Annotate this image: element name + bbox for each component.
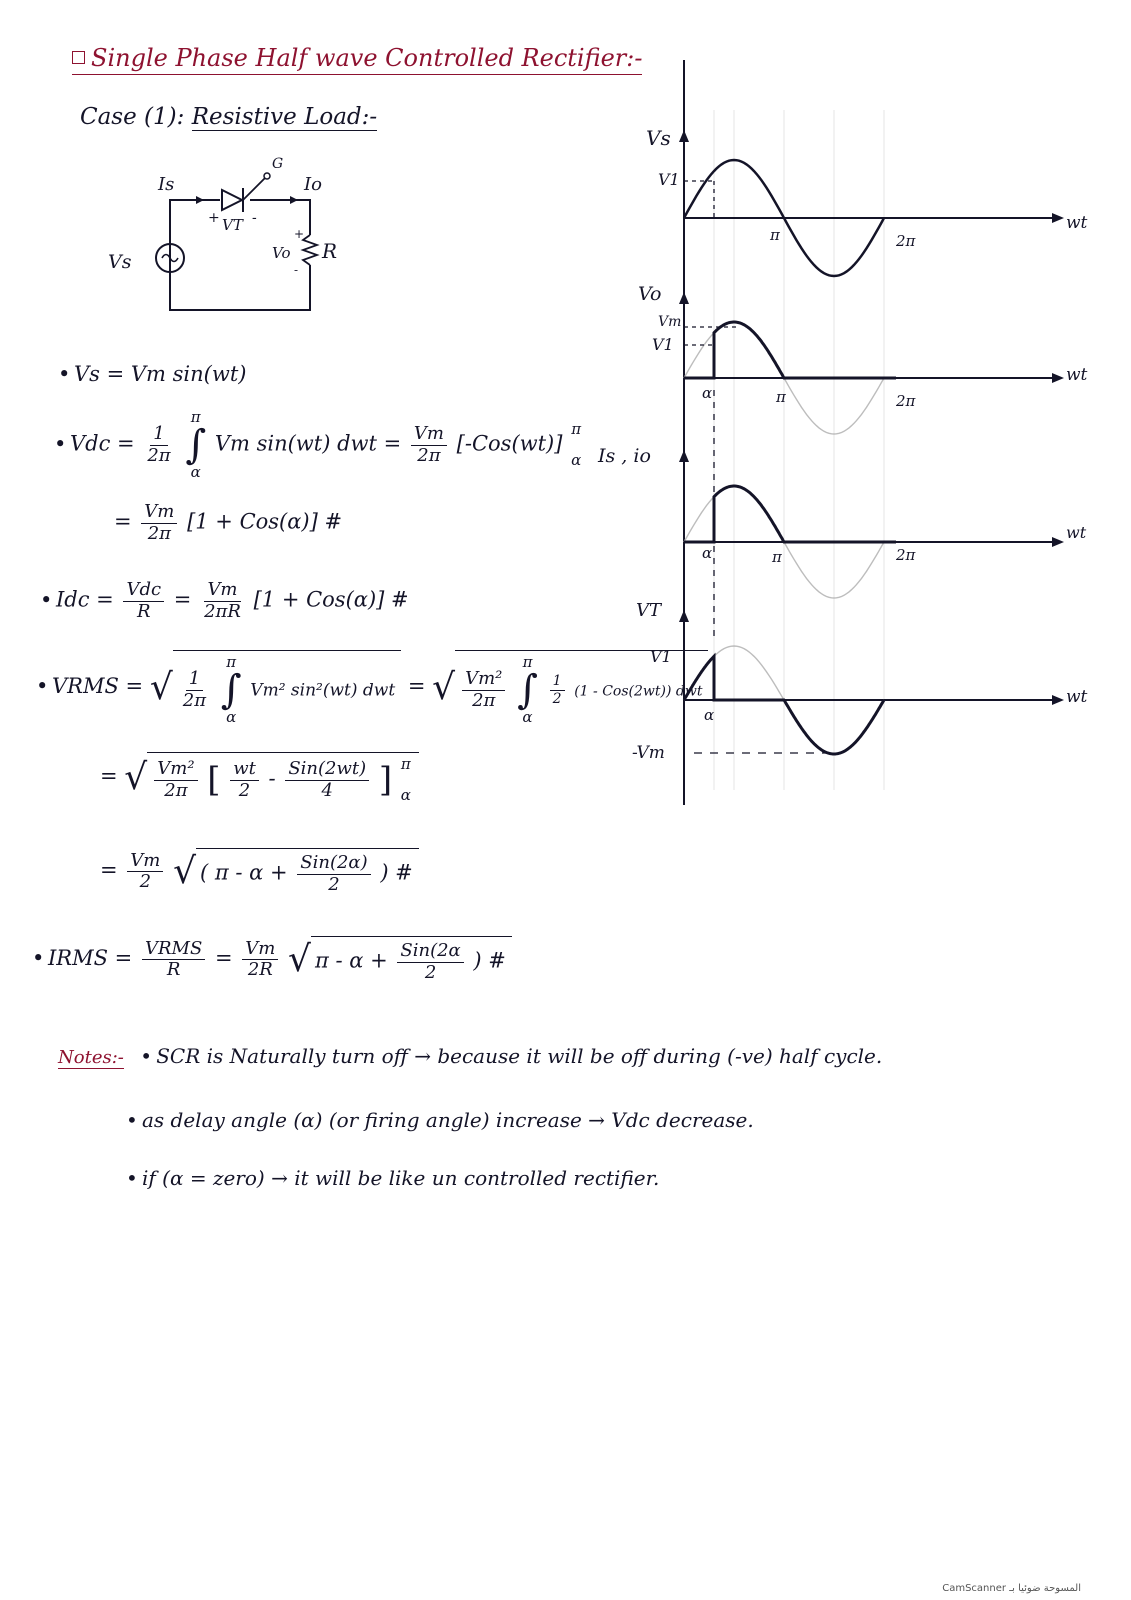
vt-plus-label: +	[208, 210, 220, 226]
wt-axis-label: wt	[1066, 687, 1088, 707]
page-title: Single Phase Half wave Controlled Rectifier:-	[72, 44, 642, 75]
vo-axis-label: Vo	[638, 283, 662, 305]
panel-vo	[638, 283, 1088, 434]
panel-current	[597, 445, 1087, 598]
notes-label: Notes:-	[58, 1047, 124, 1068]
checkbox-square-icon	[72, 51, 85, 64]
vrms-equation: • VRMS = √ $\frac{1}{2\pi}$ π ∫ α Vm² sin²(wt) dwt = √ $\frac{\text{Vm²}}{2\pi}$ π ∫ α $\frac{1}{2}$ (1 - Cos(2wt)) dwt	[36, 650, 708, 725]
vs-axis-label: Vs	[646, 126, 671, 150]
load-label: R	[322, 239, 338, 263]
vo-label: Vo	[272, 244, 291, 262]
wt-axis-label: wt	[1066, 213, 1088, 233]
pi-tick-label: π	[770, 226, 780, 244]
vdc-result: = $\frac{Vm}{2\pi}$ [1 + Cos(α)] #	[114, 501, 343, 544]
arrow-right-icon	[1052, 537, 1064, 547]
v1-label: V1	[652, 335, 674, 354]
is-label: Is	[158, 174, 175, 195]
thyristor-icon	[222, 190, 242, 210]
integral-symbol: π ∫ α	[185, 408, 207, 481]
notes-item-2: • as delay angle (α) (or firing angle) increase → Vdc decrease.	[126, 1108, 754, 1132]
scanner-watermark: CamScanner المسوحة ضوئيا بـ	[942, 1583, 1081, 1594]
neg-vm-label: -Vm	[632, 743, 665, 763]
vt-axis-label: VT	[636, 600, 662, 621]
vt-minus-label: -	[252, 210, 257, 226]
panel-vs	[646, 126, 1088, 276]
v1-label: V1	[658, 170, 680, 189]
wt-axis-label: wt	[1066, 365, 1088, 385]
gate-label: G	[272, 156, 284, 172]
current-arrow-icon	[290, 196, 298, 204]
pi-tick-label: π	[772, 548, 782, 566]
pi-tick-label: π	[776, 388, 786, 406]
notes-item-3: • if (α = zero) → it will be like un controlled rectifier.	[126, 1166, 660, 1190]
two-pi-tick-label: 2π	[896, 392, 916, 410]
alpha-tick-label: α	[704, 706, 715, 724]
waveform-diagram	[598, 50, 1088, 810]
vs-equation: • Vs = Vm sin(wt)	[58, 362, 247, 386]
arrow-right-icon	[1052, 373, 1064, 383]
arrow-right-icon	[1052, 213, 1064, 223]
wt-axis-label: wt	[1066, 523, 1087, 542]
vrms-result: = $\frac{Vm}{2}$ √ ( π - α + $\frac{\text{Sin(2α)}}{2}$ ) #	[100, 848, 419, 895]
notes-item-1: Notes:- • SCR is Naturally turn off → because it will be off during (-ve) half cycle.	[58, 1044, 883, 1068]
vdc-equation: • Vdc = $\frac{1}{2\pi}$ π ∫ α Vm sin(wt) dwt = $\frac{Vm}{2\pi}$ [-Cos(wt)] π α	[54, 408, 582, 481]
vo-minus-label: -	[294, 263, 299, 277]
v1-label: V1	[650, 647, 672, 666]
arrow-right-icon	[1052, 695, 1064, 705]
panel-vt	[632, 600, 1088, 763]
two-pi-tick-label: 2π	[896, 546, 916, 564]
irms-equation: • IRMS = $\frac{\text{VRMS}}{R}$ = $\frac{Vm}{2R}$ √ π - α + $\frac{\text{Sin(2α}}{2}$ ) #	[32, 936, 512, 983]
grid-lines	[714, 110, 884, 790]
vo-waveform	[684, 322, 896, 378]
source-label: Vs	[108, 251, 132, 273]
io-label: Io	[304, 174, 322, 195]
vt-label: VT	[222, 216, 243, 234]
vo-plus-label: +	[294, 227, 305, 241]
circuit-diagram	[100, 150, 440, 330]
arrow-up-icon	[679, 292, 689, 304]
idc-equation: • Idc = $\frac{\text{Vdc}}{R}$ = $\frac{Vm}{2\pi R}$ [1 + Cos(α)] #	[40, 579, 409, 622]
vm-label: Vm	[658, 314, 682, 330]
current-waveform	[684, 486, 896, 542]
resistor-icon	[303, 235, 317, 265]
two-pi-tick-label: 2π	[896, 232, 916, 250]
case-heading: Case (1): Resistive Load:-	[80, 104, 378, 130]
arrow-up-icon	[679, 130, 689, 142]
arrow-up-icon	[679, 610, 689, 622]
current-arrow-icon	[196, 196, 204, 204]
vrms-step2: = √ $\frac{\text{Vm²}}{2\pi}$ [ $\frac{wt}{2}$ - $\frac{\text{Sin(2wt)}}{4}$ ] π α	[100, 752, 419, 803]
current-axis-label: Is , io	[598, 445, 651, 467]
alpha-tick-label: α	[702, 384, 713, 402]
alpha-tick-label: α	[702, 544, 713, 562]
arrow-up-icon	[679, 450, 689, 462]
